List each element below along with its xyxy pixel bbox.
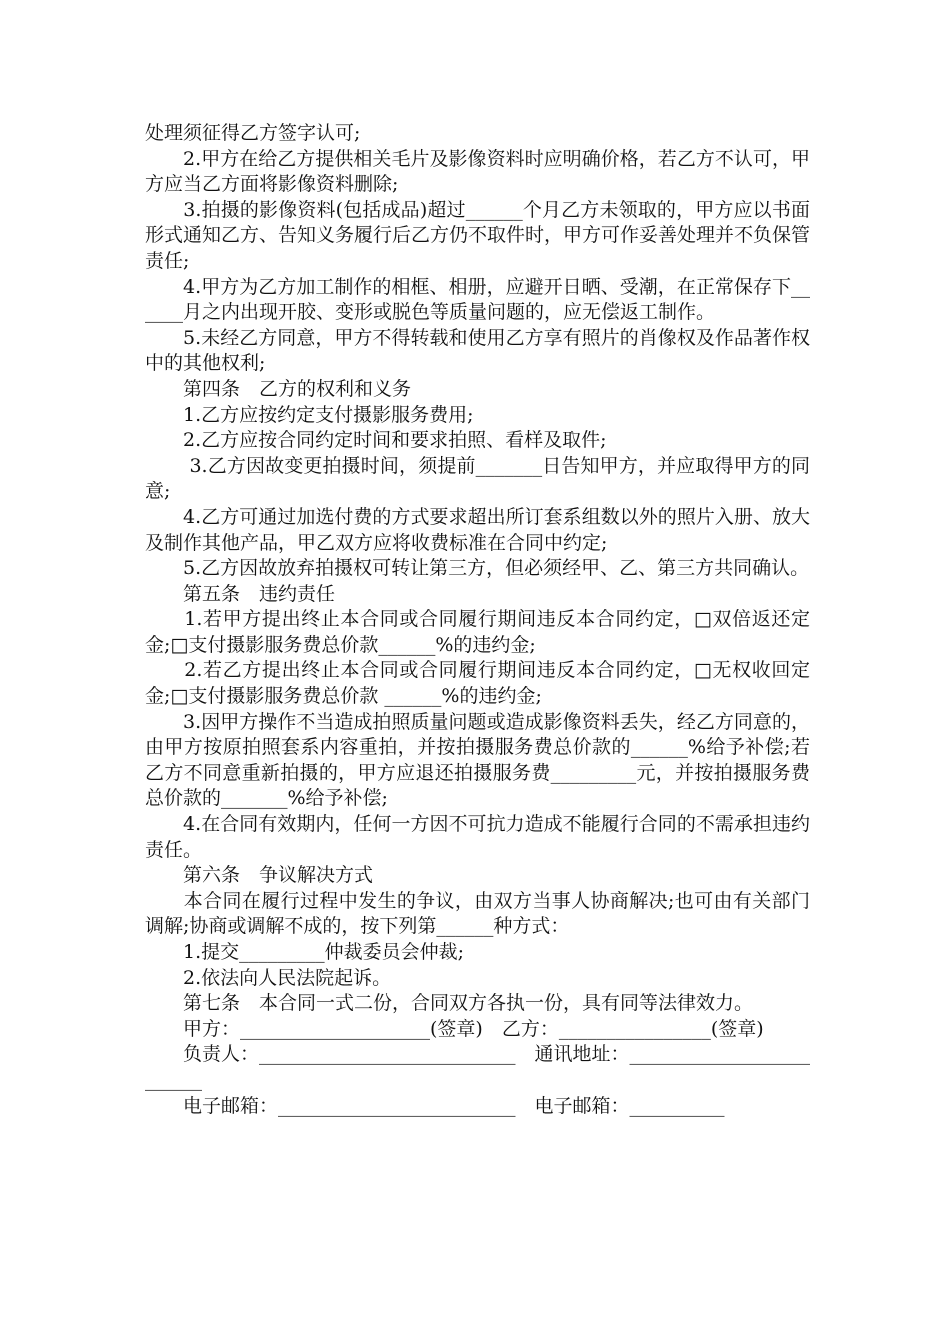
clause-4-4: 4.乙方可通过加选付费的方式要求超出所订套系组数以外的照片入册、放大及制作其他产品，甲乙双方应将收费标准在合同中约定; <box>145 505 810 554</box>
clause-3-5: 5.未经乙方同意，甲方不得转载和使用乙方享有照片的肖像权及作品著作权中的其他权利; <box>145 326 810 375</box>
clause-4-5: 5.乙方因故放弃拍摄权可转让第三方，但必须经甲、乙、第三方共同确认。 <box>145 557 810 580</box>
clause-3-3: 3.拍摄的影像资料(包括成品)超过______个月乙方未领取的，甲方应以书面形式通知乙方、告知义务履行后乙方仍不取件时，甲方可作妥善处理并不负保管责任; <box>145 198 811 272</box>
article-6-body: 本合同在履行过程中发生的争议，由双方当事人协商解决;也可由有关部门调解;协商或调解不成的，按下列第______种方式： <box>145 889 810 938</box>
clause-6-2: 2.依法向人民法院起诉。 <box>145 966 392 989</box>
article-5-heading: 第五条 违约责任 <box>145 582 336 605</box>
representative-address-line: 负责人：___________________________ 通讯地址：_________________________ <box>145 1043 811 1091</box>
article-4-heading: 第四条 乙方的权利和义务 <box>145 377 412 400</box>
clause-5-4: 4.在合同有效期内，任何一方因不可抗力造成不能履行合同的不需承担违约责任。 <box>145 813 810 861</box>
email-line: 电子邮箱：_________________________ 电子邮箱：__________ <box>145 1094 725 1117</box>
clause-5-2: 2.若乙方提出终止本合同或合同履行期间违反本合同约定，□无权收回定金;□支付摄影服务费总价款 ______%的违约金; <box>145 659 810 708</box>
clause-4-1: 1.乙方应按约定支付摄影服务费用; <box>145 403 474 426</box>
clause-5-1: 1.若甲方提出终止本合同或合同履行期间违反本合同约定，□双倍返还定金;□支付摄影服务费总价款______%的违约金; <box>145 608 810 656</box>
clause-6-1: 1.提交_________仲裁委员会仲裁; <box>145 941 465 963</box>
paragraph-line: 处理须征得乙方签字认可; <box>145 122 361 144</box>
contract-page-body <box>145 121 810 1119</box>
clause-3-4: 4.甲方为乙方加工制作的相框、相册，应避开日晒、受潮，在正常保存下______月之内出现开胶、变形或脱色等质量问题的，应无偿返工制作。 <box>145 275 810 324</box>
clause-4-3: 3.乙方因故变更拍摄时间，须提前_______日告知甲方，并应取得甲方的同意; <box>145 454 810 503</box>
clause-5-3: 3.因甲方操作不当造成拍照质量问题或造成影像资料丢失，经乙方同意的，由甲方按原拍照套系内容重拍，并按拍摄服务费总价款的______%给予补偿;若乙方不同意重新拍摄的，甲方应退还拍摄服务费_________元，并按拍摄服务费总价款的_______%给予补偿; <box>145 710 810 810</box>
article-6-heading: 第六条 争议解决方式 <box>145 864 374 887</box>
clause-3-2: 2.甲方在给乙方提供相关毛片及影像资料时应明确价格，若乙方不认可，甲方应当乙方面将影像资料删除; <box>145 147 810 196</box>
signature-parties-line: 甲方：____________________(签章) 乙方：________________(签章) <box>145 1017 764 1040</box>
clause-4-2: 2.乙方应按合同约定时间和要求拍照、看样及取件; <box>145 429 607 452</box>
article-7: 第七条 本合同一式二份，合同双方各执一份，具有同等法律效力。 <box>145 992 754 1015</box>
